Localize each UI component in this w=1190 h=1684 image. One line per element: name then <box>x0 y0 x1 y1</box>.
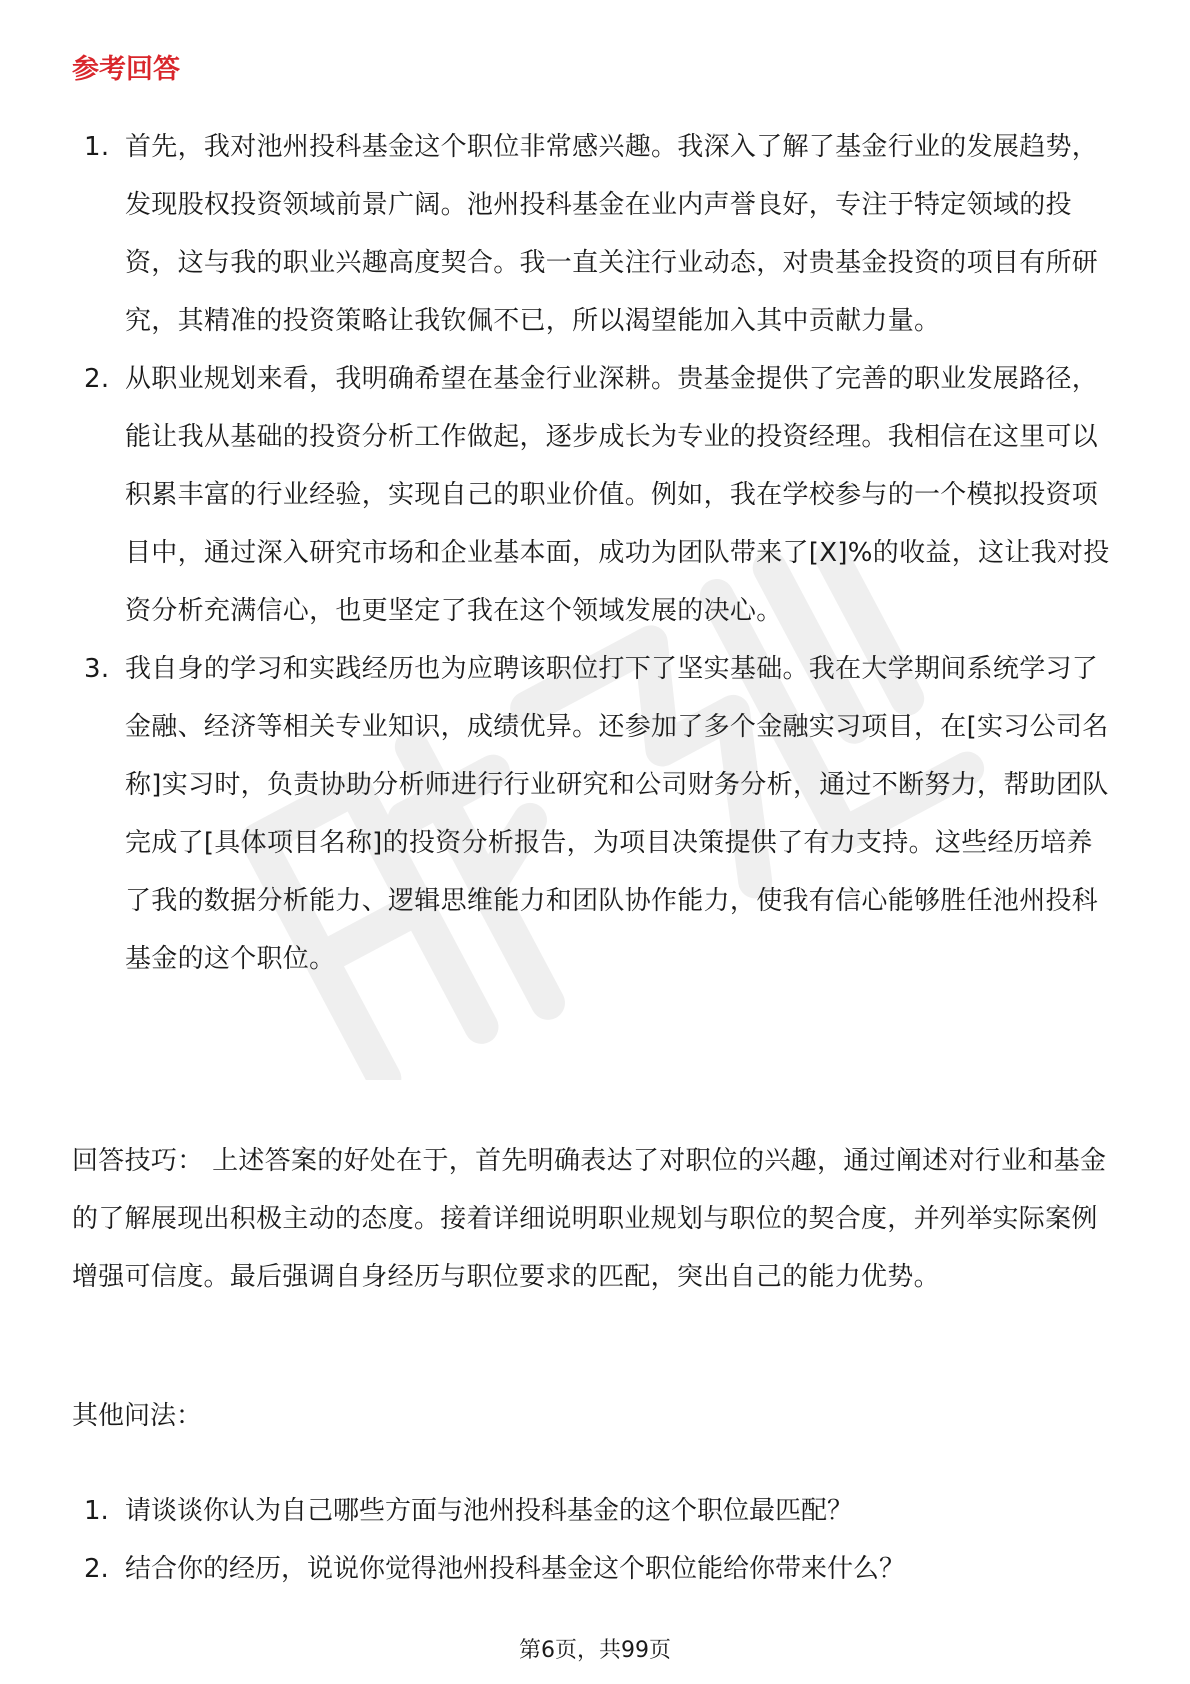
list-item-text: 从职业规划来看，我明确希望在基金行业深耕。贵基金提供了完善的职业发展路径，能让我从基础的投资分析工作做起，逐步成长为专业的投资经理。我相信在这里可以积累丰富的行业经验，实现自己的职业价值。例如，我在学校参与的一个模拟投资项目中，通过深入研究市场和企业基本面，成功为团队带来了[X]%的收益，这让我对投资分析充满信心，也更坚定了我在这个领域发展的决心。 <box>125 364 1110 626</box>
section-title: 参考回答 <box>72 54 180 85</box>
answer-tips: 回答技巧： 上述答案的好处在于，首先明确表达了对职位的兴趣，通过阐述对行业和基金的了解展现出积极主动的态度。接着详细说明职业规划与职位的契合度，并列举实际案例增强可信度。最后强调自身经历与职位要求的匹配，突出自己的能力优势。 <box>72 1146 1107 1292</box>
list-item-number: 1. <box>84 132 110 162</box>
list-item <box>72 1540 1114 1598</box>
list-item <box>72 640 1114 988</box>
list-item-text: 结合你的经历，说说你觉得池州投科基金这个职位能给你带来什么？ <box>125 1554 906 1584</box>
list-item <box>72 118 1114 350</box>
list-item-text: 请谈谈你认为自己哪些方面与池州投科基金的这个职位最匹配？ <box>125 1496 854 1526</box>
list-item-text: 我自身的学习和实践经历也为应聘该职位打下了坚实基础。我在大学期间系统学习了金融、经济等相关专业知识，成绩优异。还参加了多个金融实习项目，在[实习公司名称]实习时，负责协助分析师进行行业研究和公司财务分析，通过不断努力，帮助团队完成了[具体项目名称]的投资分析报告，为项目决策提供了有力支持。这些经历培养了我的数据分析能力、逻辑思维能力和团队协作能力，使我有信心能够胜任池州投科基金的这个职位。 <box>125 654 1109 974</box>
list-item <box>72 1482 1114 1540</box>
list-item <box>72 350 1114 640</box>
answer-list <box>72 118 1114 988</box>
list-item-number: 3. <box>84 654 110 684</box>
other-questions-label: 其他问法： <box>72 1401 203 1431</box>
other-questions-list <box>72 1482 1114 1598</box>
list-item-number: 2. <box>84 1554 109 1584</box>
list-item-text: 首先，我对池州投科基金这个职位非常感兴趣。我深入了解了基金行业的发展趋势，发现股权投资领域前景广阔。池州投科基金在业内声誉良好，专注于特定领域的投资，这与我的职业兴趣高度契合。我一直关注行业动态，对贵基金投资的项目有所研究，其精准的投资策略让我钦佩不已，所以渴望能加入其中贡献力量。 <box>125 132 1099 336</box>
page-footer: 第6页，共99页 <box>519 1638 671 1663</box>
list-item-number: 2. <box>84 364 110 394</box>
list-item-number: 1. <box>84 1496 109 1526</box>
